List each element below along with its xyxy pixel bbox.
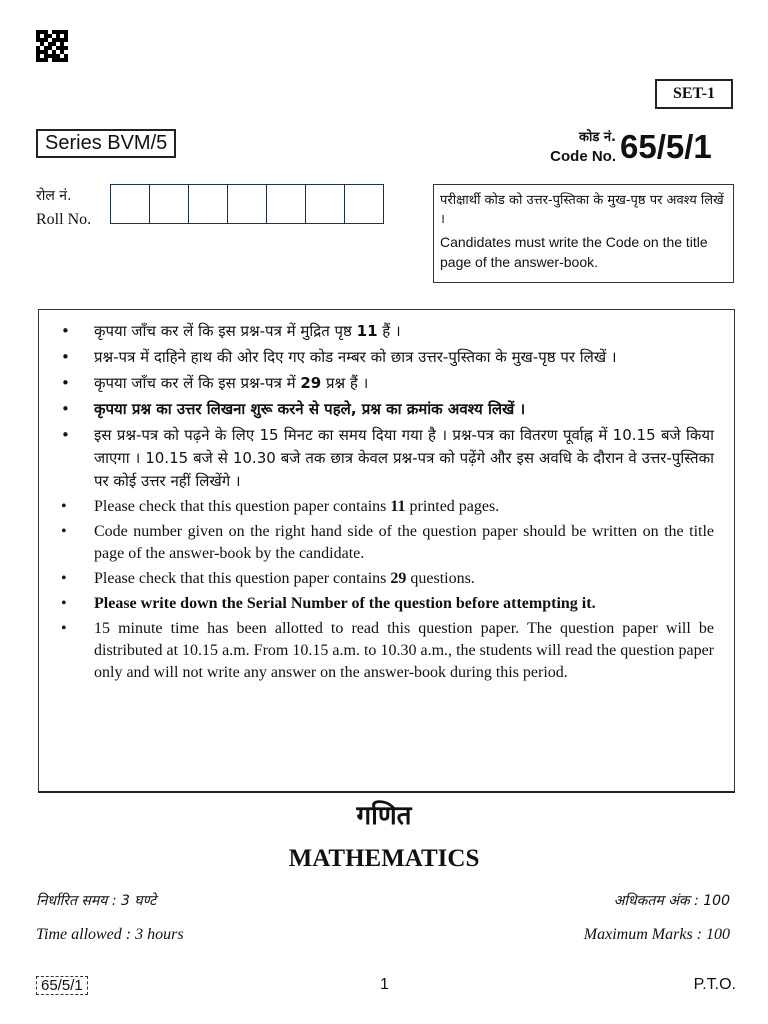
instruction-item: • Please write down the Serial Number of the question before attempting it. [59,593,714,615]
max-marks-english: Maximum Marks : 100 [583,926,730,943]
max-marks-hindi: अधिकतम अंक : 100 [613,893,730,909]
instruction-item: • कृपया प्रश्न का उत्तर लिखना शुरू करने से पहले, प्रश्न का क्रमांक अवश्य लिखें । [59,398,714,421]
roll-digit-box[interactable] [189,185,228,223]
instruction-item: • इस प्रश्न-पत्र को पढ़ने के लिए 15 मिनट का समय दिया गया है । प्रश्न-पत्र का वितरण पूर्वाह्न में 10.15 बजे किया जाएगा । 10.15 बजे से 10.30 बजे तक छात्र केवल प्रश्न-पत्र को पढ़ेंगे और इस अवधि के दौरान वे उत्तर-पुस्तिका पर कोई उत्तर नहीं लिखेंगे । [59,424,714,493]
code-label-english: Code No. [550,148,616,165]
roll-digit-box[interactable] [306,185,345,223]
roll-label [36,184,91,232]
subject-title-hindi: गणित [356,801,412,831]
roll-digit-box[interactable] [228,185,267,223]
qr-code [36,30,68,62]
instruction-item: • प्रश्न-पत्र में दाहिने हाथ की ओर दिए गए कोड नम्बर को छात्र उत्तर-पुस्तिका के मुख-पृष्ठ पर लिखें । [59,346,714,369]
candidate-note-box [433,184,734,283]
instructions-box [38,309,735,793]
instruction-item: • Please check that this question paper contains 11 printed pages. [59,496,714,518]
set-label: SET-1 [655,79,733,109]
series-label: Series BVM/5 [36,129,176,158]
time-allowed-hindi: निर्धारित समय : 3 घण्टे [36,893,157,909]
instruction-item: • Code number given on the right hand side of the question paper should be written on the title page of the answer-book by the candidate. [59,521,714,565]
instruction-item: • कृपया जाँच कर लें कि इस प्रश्न-पत्र में मुद्रित पृष्ठ 11 हैं । [59,320,714,343]
roll-digit-box[interactable] [267,185,306,223]
subject-title-english: MATHEMATICS [288,845,480,872]
roll-digit-box[interactable] [150,185,189,223]
candidate-note-hindi: परीक्षार्थी कोड को उत्तर-पुस्तिका के मुख-पृष्ठ पर अवश्य लिखें । [440,193,724,227]
pto-label: P.T.O. [693,976,736,993]
time-allowed-english: Time allowed : 3 hours [36,926,184,943]
instruction-item: • कृपया जाँच कर लें कि इस प्रश्न-पत्र में 29 प्रश्न हैं । [59,372,714,395]
candidate-note-english: Candidates must write the Code on the title page of the answer-book. [440,234,708,270]
roll-label-hindi: रोल नं. [36,188,72,204]
roll-label-english: Roll No. [36,211,92,228]
roll-number-boxes[interactable] [110,184,384,224]
instruction-item: • Please check that this question paper contains 29 questions. [59,568,714,590]
code-label [544,128,616,166]
page-number: 1 [380,976,389,993]
code-label-hindi: कोड नं. [579,130,616,145]
code-number: 65/5/1 [620,128,712,165]
roll-digit-box[interactable] [345,185,383,223]
footer-code: 65/5/1 [36,976,88,995]
roll-digit-box[interactable] [111,185,150,223]
instruction-item: • 15 minute time has been allotted to read this question paper. The question paper will be distributed at 10.15 a.m. From 10.15 a.m. to 10.30 a.m., the students will read the question paper only and will not write any answer on the answer-book during this period. [59,618,714,684]
